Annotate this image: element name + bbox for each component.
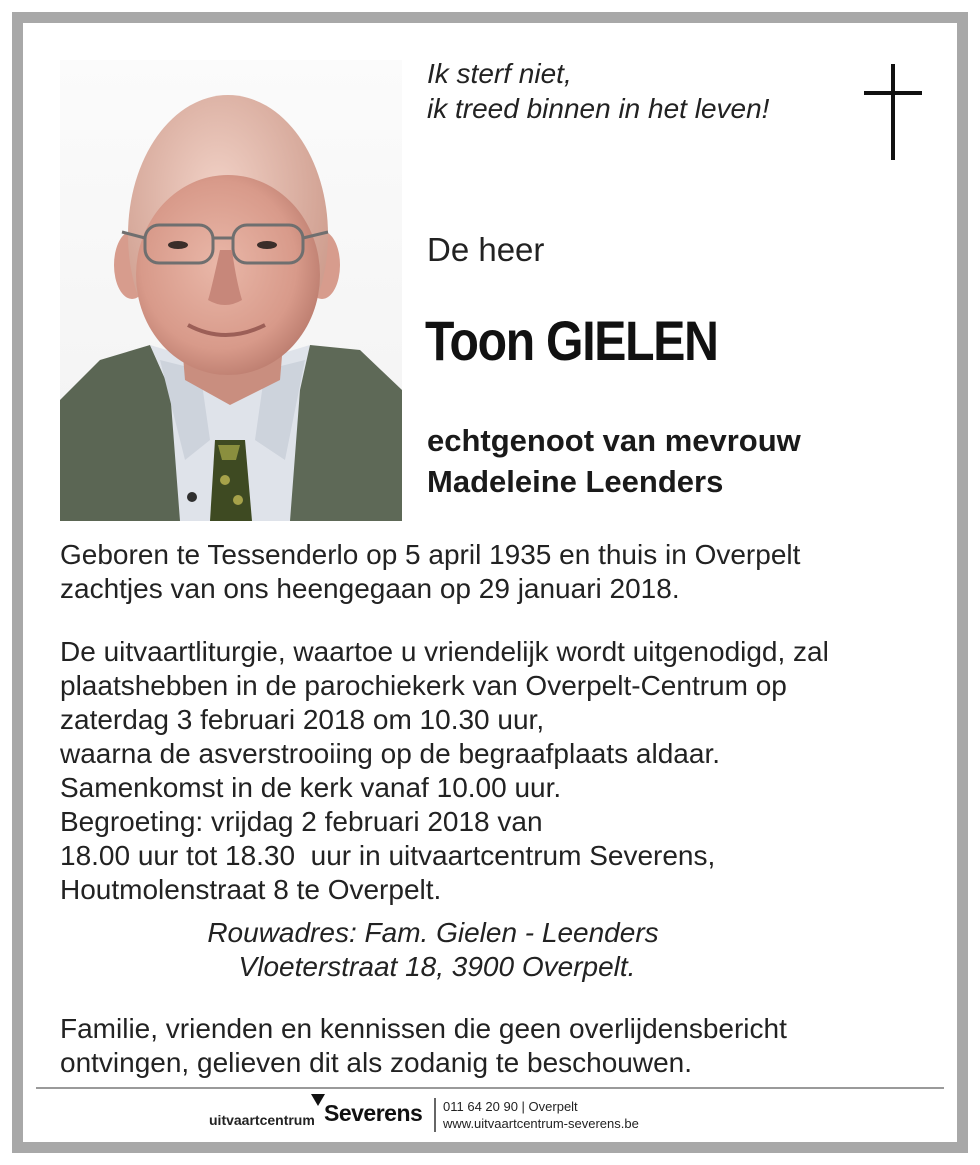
footer-separator bbox=[434, 1098, 436, 1132]
footer-divider bbox=[36, 1087, 944, 1089]
text-line: zachtjes van ons heengegaan op 29 januari 2018. bbox=[60, 573, 680, 604]
contact-phone: 011 64 20 90 | Overpelt bbox=[443, 1099, 578, 1114]
contact-info bbox=[443, 1098, 639, 1132]
portrait-photo bbox=[60, 60, 402, 521]
spouse-line-2: Madeleine Leenders bbox=[427, 464, 724, 499]
text-line: waarna de asverstrooiing op de begraafplaats aldaar. bbox=[60, 738, 720, 769]
text-line: Samenkomst in de kerk vanaf 10.00 uur. bbox=[60, 772, 562, 803]
text-line: ontvingen, gelieven dit als zodanig te beschouwen. bbox=[60, 1047, 692, 1078]
text-line: Geboren te Tessenderlo op 5 april 1935 en thuis in Overpelt bbox=[60, 539, 801, 570]
cross-icon bbox=[864, 64, 922, 160]
arrow-down-icon bbox=[311, 1094, 325, 1106]
brand-name: Severens bbox=[324, 1100, 423, 1126]
text-line: Houtmolenstraat 8 te Overpelt. bbox=[60, 874, 442, 905]
mourning-address bbox=[60, 916, 920, 984]
ceremony-paragraph bbox=[60, 635, 829, 907]
text-line: zaterdag 3 februari 2018 om 10.30 uur, bbox=[60, 704, 545, 735]
text-line: Begroeting: vrijdag 2 februari 2018 van bbox=[60, 806, 543, 837]
birth-paragraph bbox=[60, 538, 800, 606]
motto-line-1: Ik sterf niet, bbox=[427, 58, 572, 89]
contact-website[interactable]: www.uitvaartcentrum-severens.be bbox=[443, 1116, 639, 1131]
motto-quote bbox=[427, 56, 769, 126]
brand-label: uitvaartcentrum bbox=[209, 1112, 315, 1128]
footer bbox=[0, 1090, 980, 1140]
spouse-line-1: echtgenoot van mevrouw bbox=[427, 423, 801, 458]
spouse-info bbox=[427, 420, 801, 502]
motto-line-2: ik treed binnen in het leven! bbox=[427, 93, 770, 124]
text-line: plaatshebben in de parochiekerk van Overpelt-Centrum op bbox=[60, 670, 787, 701]
notice-paragraph bbox=[60, 1012, 787, 1080]
mourning-address-line-2: Vloeterstraat 18, 3900 Overpelt. bbox=[238, 951, 636, 982]
text-line: De uitvaartliturgie, waartoe u vriendelijk wordt uitgenodigd, zal bbox=[60, 636, 829, 667]
deceased-name: Toon GIELEN bbox=[425, 309, 718, 372]
text-line: 18.00 uur tot 18.30 uur in uitvaartcentrum Severens, bbox=[60, 840, 716, 871]
mourning-address-line-1: Rouwadres: Fam. Gielen - Leenders bbox=[207, 917, 659, 948]
text-line: Familie, vrienden en kennissen die geen overlijdensbericht bbox=[60, 1013, 787, 1044]
honorific: De heer bbox=[427, 231, 545, 268]
